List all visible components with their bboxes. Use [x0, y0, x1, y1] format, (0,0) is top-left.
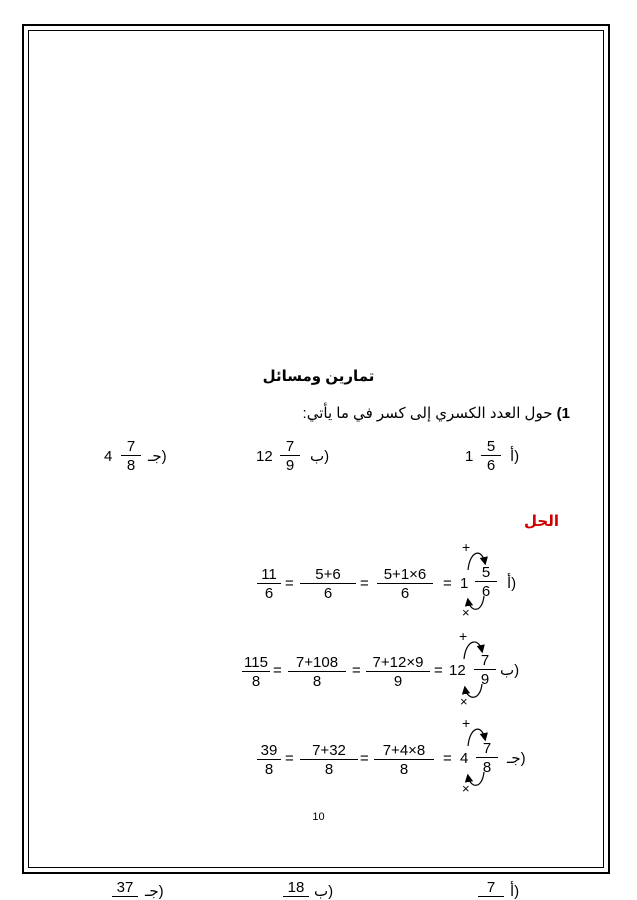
sol-a-step1-den: 6	[400, 585, 410, 602]
item-c-label: جـ)	[148, 448, 167, 465]
sol-b-num: 7	[480, 652, 490, 669]
next-item-b-num: 18	[283, 880, 309, 897]
sol-a-result-den: 6	[264, 585, 274, 602]
item-c-den: 8	[126, 457, 136, 474]
sol-c-num: 7	[482, 740, 492, 757]
next-item-a-num: 7	[478, 880, 504, 897]
sol-a-num: 5	[481, 564, 491, 581]
item-c-whole: 4	[104, 448, 113, 465]
sol-c-step1-den: 8	[399, 761, 409, 778]
sol-c-label: جـ)	[507, 750, 526, 767]
sol-c-result-den: 8	[264, 761, 274, 778]
item-a-label: أ)	[510, 448, 520, 465]
sol-a-step2-num: 5+6	[315, 566, 341, 583]
sol-b-eq1: =	[434, 662, 443, 679]
sol-a-times-arrow	[468, 596, 484, 609]
item-a-num: 5	[486, 438, 496, 455]
item-b-whole: 12	[256, 448, 273, 465]
sol-a-plus-arrow	[468, 553, 485, 570]
sol-b-result-num: 115	[244, 654, 268, 671]
item-b-label: ب)	[310, 448, 330, 465]
sol-b-eq3: =	[273, 662, 282, 679]
solution-label: الحل	[524, 513, 559, 530]
sol-b-plus: +	[459, 628, 468, 644]
page-number: 10	[312, 811, 325, 823]
sol-b-step2-den: 8	[312, 673, 322, 690]
sol-b-eq2: =	[352, 662, 361, 679]
question-text: حول العدد الكسري إلى كسر في ما يأتي:	[302, 405, 553, 422]
sol-a-result-num: 11	[261, 566, 277, 583]
sol-a-plus: +	[462, 539, 471, 555]
sol-b-whole: 12	[449, 662, 466, 679]
sol-c-step1-num: 7+4×8	[382, 742, 426, 759]
sol-a-eq1: =	[443, 575, 452, 592]
next-item-c-label: جـ)	[145, 883, 164, 900]
sol-a-times: ×	[462, 605, 470, 620]
sol-a-den: 6	[481, 583, 491, 600]
sol-b-plus-arrow	[464, 642, 482, 659]
item-a-den: 6	[486, 457, 496, 474]
sol-b-step1-num: 7+12×9	[372, 654, 424, 671]
sol-c-step2-num: 7+32	[312, 742, 346, 759]
item-b-num: 7	[285, 438, 295, 455]
sol-c-eq3: =	[285, 750, 294, 767]
sol-c-eq2: =	[360, 750, 369, 767]
next-item-c-num: 37	[112, 880, 138, 897]
sol-b-label: ب)	[500, 662, 520, 679]
sol-a-eq2: =	[360, 575, 369, 592]
sol-b-times: ×	[460, 694, 468, 709]
sol-b-step1-den: 9	[393, 673, 403, 690]
sol-b-result-den: 8	[251, 673, 261, 690]
sol-c-plus-arrow	[468, 729, 485, 746]
sol-c-step2-den: 8	[324, 761, 334, 778]
sol-b-step2-num: 7+108	[295, 654, 339, 671]
sol-c-whole: 4	[460, 750, 469, 767]
question-number: 1)	[556, 405, 570, 422]
next-item-b-label: ب)	[314, 883, 334, 900]
item-b-den: 9	[285, 457, 295, 474]
sol-b-den: 9	[480, 671, 490, 688]
sol-a-eq3: =	[285, 575, 294, 592]
sol-a-step2-den: 6	[323, 585, 333, 602]
sol-c-eq1: =	[443, 750, 452, 767]
next-item-a-label: أ)	[510, 883, 520, 900]
section-title: تمارين ومسائل	[262, 368, 375, 385]
sol-c-den: 8	[482, 759, 492, 776]
sol-a-whole: 1	[460, 575, 469, 592]
item-c-num: 7	[126, 438, 136, 455]
item-a-whole: 1	[465, 448, 474, 465]
sol-b-times-arrow	[465, 684, 482, 697]
sol-c-times: ×	[462, 781, 470, 796]
sol-a-step1-num: 5+1×6	[383, 566, 427, 583]
sol-c-plus: +	[462, 715, 471, 731]
sol-a-label: أ)	[507, 575, 517, 592]
sol-c-times-arrow	[468, 772, 484, 785]
sol-c-result-num: 39	[260, 742, 278, 759]
